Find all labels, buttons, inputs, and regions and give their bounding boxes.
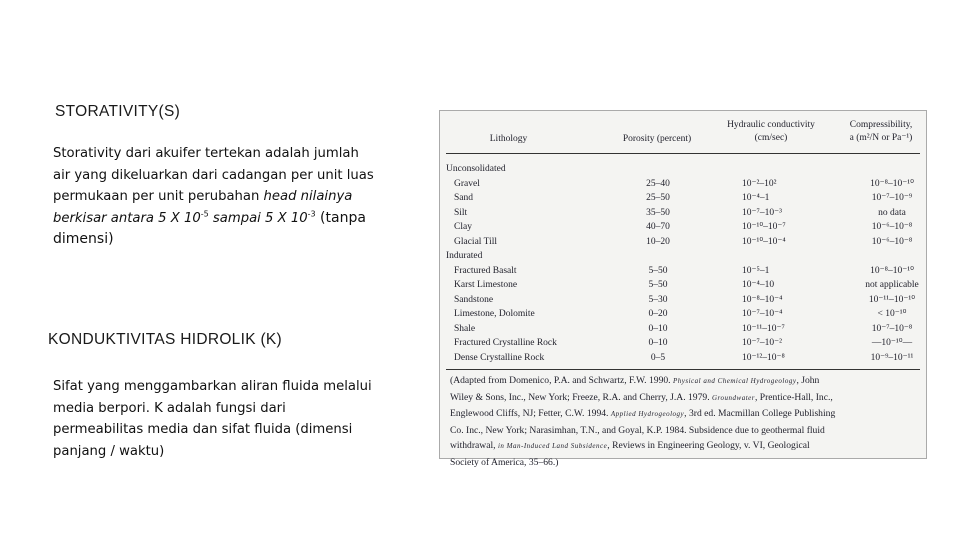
header-hydraulic-line1: Hydraulic conductivity (727, 120, 815, 130)
table-row (446, 322, 920, 337)
header-compress-line1: Compressibility, (849, 120, 913, 130)
p2-line1: Sifat yang menggambarkan aliran fluida melalui (53, 379, 372, 394)
header-hydraulic-line2: (cm/sec) (754, 133, 788, 143)
cell-lithology: Limestone, Dolomite (454, 309, 535, 319)
table-citation (450, 373, 920, 470)
cell-porosity: 5–50 (648, 265, 668, 276)
cell-porosity: 40–70 (646, 222, 670, 232)
cell-lithology: Glacial Till (454, 236, 498, 247)
table-row (446, 191, 920, 206)
table-group-row (446, 249, 920, 264)
header-lithology: Lithology (489, 134, 528, 144)
cite-l1a: (Adapted from Domenico, P.A. and Schwartz, F.W. 1990. (450, 375, 673, 386)
konduktivitas-heading: KONDUKTIVITAS HIDROLIK (K) (48, 331, 283, 348)
p1-tail: (tanpa (315, 209, 366, 226)
cell-porosity: 0–10 (648, 323, 668, 334)
cell-lithology: Fractured Basalt (454, 265, 517, 276)
header-rule (446, 153, 920, 154)
p1-range-end: sampai 5 X 10 (208, 210, 308, 226)
table-row (446, 235, 920, 250)
cell-hydraulic-conductivity: 10⁻⁵–1 (742, 265, 770, 276)
header-hydraulic (712, 119, 830, 145)
citation-line3 (450, 406, 920, 423)
cite-l2c: , Prentice-Hall, Inc., (754, 391, 833, 403)
cell-porosity: 25–40 (646, 178, 670, 189)
cell-hydraulic-conductivity: 10⁻¹²–10⁻⁸ (742, 352, 785, 363)
cell-lithology: Unconsolidated (446, 164, 506, 174)
konduktivitas-paragraph (53, 376, 428, 462)
cell-hydraulic-conductivity: 10⁻⁴–1 (742, 193, 770, 203)
body-rule (446, 369, 920, 370)
p2-line3: permeabilitas media dan sifat fluida (dimensi (53, 422, 353, 437)
cell-porosity: 25–50 (646, 193, 670, 203)
header-compressibility (836, 119, 926, 145)
cell-hydraulic-conductivity: 10⁻¹⁰–10⁻⁷ (742, 222, 786, 232)
storativity-paragraph (53, 143, 428, 251)
cite-l3b: Applied Hydrogeology (610, 410, 685, 418)
cell-lithology: Clay (454, 222, 472, 232)
cell-hydraulic-conductivity: 10⁻⁷–10⁻² (742, 338, 782, 348)
cell-compressibility: no data (878, 207, 906, 218)
cell-compressibility: 10⁻⁷–10⁻⁸ (871, 323, 913, 334)
p1-line5: dimensi) (53, 231, 114, 247)
table-row (446, 278, 920, 293)
cell-porosity: 35–50 (646, 207, 670, 218)
cell-hydraulic-conductivity: 10⁻⁷–10⁻³ (742, 207, 782, 218)
cite-l5a: withdrawal, (450, 440, 498, 451)
cite-l1c: , John (796, 375, 820, 386)
p1-line4 (53, 208, 428, 230)
table-row (446, 177, 920, 192)
citation-line6: Society of America, 35–66.) (450, 456, 559, 468)
storativity-heading: STORATIVITY(S) (55, 103, 181, 120)
header-compress-line2: a (m²/N or Pa⁻¹) (849, 133, 913, 143)
cell-hydraulic-conductivity: 10⁻¹¹–10⁻⁷ (742, 323, 785, 334)
p2-line4: panjang / waktu) (53, 443, 165, 459)
table-row (446, 206, 920, 221)
cite-l3a: Englewood Cliffs, NJ; Fetter, C.W. 1994. (450, 408, 611, 419)
p1-line3-italic: head nilainya (263, 189, 353, 204)
cell-compressibility: —10⁻¹⁰— (871, 338, 913, 348)
cell-hydraulic-conductivity: 10⁻²–10² (742, 178, 777, 189)
cell-lithology: Fractured Crystalline Rock (454, 338, 557, 348)
cell-compressibility: < 10⁻¹⁰ (877, 309, 907, 319)
cell-porosity: 0–10 (648, 338, 668, 348)
p1-line2: air yang dikeluarkan dari cadangan per unit luas (53, 167, 374, 183)
p1-line3 (53, 186, 428, 208)
table-row (446, 336, 920, 351)
cite-l2a: Wiley & Sons, Inc., New York; Freeze, R.A. and Cherry, J.A. 1979. (450, 391, 712, 403)
table-row (446, 293, 920, 308)
cell-lithology: Gravel (454, 178, 480, 189)
cell-lithology: Karst Limestone (454, 280, 518, 290)
table-header (446, 115, 920, 155)
citation-line5 (450, 438, 920, 455)
cell-compressibility: 10⁻⁸–10⁻¹⁰ (870, 265, 914, 276)
cite-l1b: Physical and Chemical Hydrogeology (672, 377, 797, 385)
p1-exponent-1: -5 (200, 209, 209, 219)
p2-line2: media berpori. K adalah fungsi dari (53, 400, 286, 416)
cell-lithology: Dense Crystalline Rock (454, 352, 545, 363)
cell-compressibility: 10⁻⁶–10⁻⁸ (871, 222, 913, 232)
cell-porosity: 0–20 (648, 309, 668, 319)
citation-line4: Co. Inc., New York; Narasimhan, T.N., and Goyal, K.P. 1984. Subsidence due to geothermal fluid (450, 424, 825, 436)
cell-compressibility: not applicable (865, 280, 919, 290)
cell-compressibility: 10⁻⁹–10⁻¹¹ (870, 352, 914, 363)
cell-porosity: 5–50 (648, 280, 668, 290)
p1-line1: Storativity dari akuifer tertekan adalah jumlah (53, 146, 359, 161)
cell-porosity: 0–5 (650, 352, 666, 363)
cell-porosity: 10–20 (646, 236, 670, 247)
cell-lithology: Sandstone (454, 294, 494, 305)
table-group-row (446, 162, 920, 177)
citation-line1 (450, 373, 920, 390)
p1-line3-normal: permukaan per unit perubahan (53, 189, 264, 204)
hydraulic-properties-table (439, 110, 927, 468)
cell-lithology: Silt (454, 207, 468, 218)
cite-l5b: in Man-Induced Land Subsidence (497, 442, 608, 450)
table-row (446, 307, 920, 322)
cite-l5c: , Reviews in Engineering Geology, v. VI, Geological (607, 440, 810, 451)
cell-compressibility: 10⁻⁸–10⁻¹⁰ (870, 178, 914, 189)
header-porosity: Porosity (percent) (622, 134, 692, 144)
cell-hydraulic-conductivity: 10⁻⁴–10 (742, 280, 775, 290)
cell-hydraulic-conductivity: 10⁻⁷–10⁻⁴ (742, 309, 783, 319)
p1-range-start: berkisar antara 5 X 10 (53, 210, 201, 226)
cell-compressibility: 10⁻⁷–10⁻⁹ (871, 193, 913, 203)
cell-hydraulic-conductivity: 10⁻¹⁰–10⁻⁴ (742, 236, 786, 247)
table-row (446, 264, 920, 279)
table-row (446, 351, 920, 366)
cell-lithology: Shale (454, 323, 476, 334)
p1-exponent-2: -3 (307, 209, 316, 219)
cite-l3c: , 3rd ed. Macmillan College Publishing (684, 408, 836, 419)
cell-lithology: Sand (454, 193, 473, 203)
cell-porosity: 5–30 (648, 294, 668, 305)
table-row (446, 220, 920, 235)
cell-lithology: Indurated (446, 251, 483, 261)
cell-compressibility: 10⁻¹¹–10⁻¹⁰ (868, 294, 916, 305)
cite-l2b: Groundwater (712, 393, 755, 402)
cell-compressibility: 10⁻⁶–10⁻⁸ (871, 236, 913, 247)
citation-line2 (450, 390, 920, 407)
cell-hydraulic-conductivity: 10⁻⁸–10⁻⁴ (742, 294, 783, 305)
